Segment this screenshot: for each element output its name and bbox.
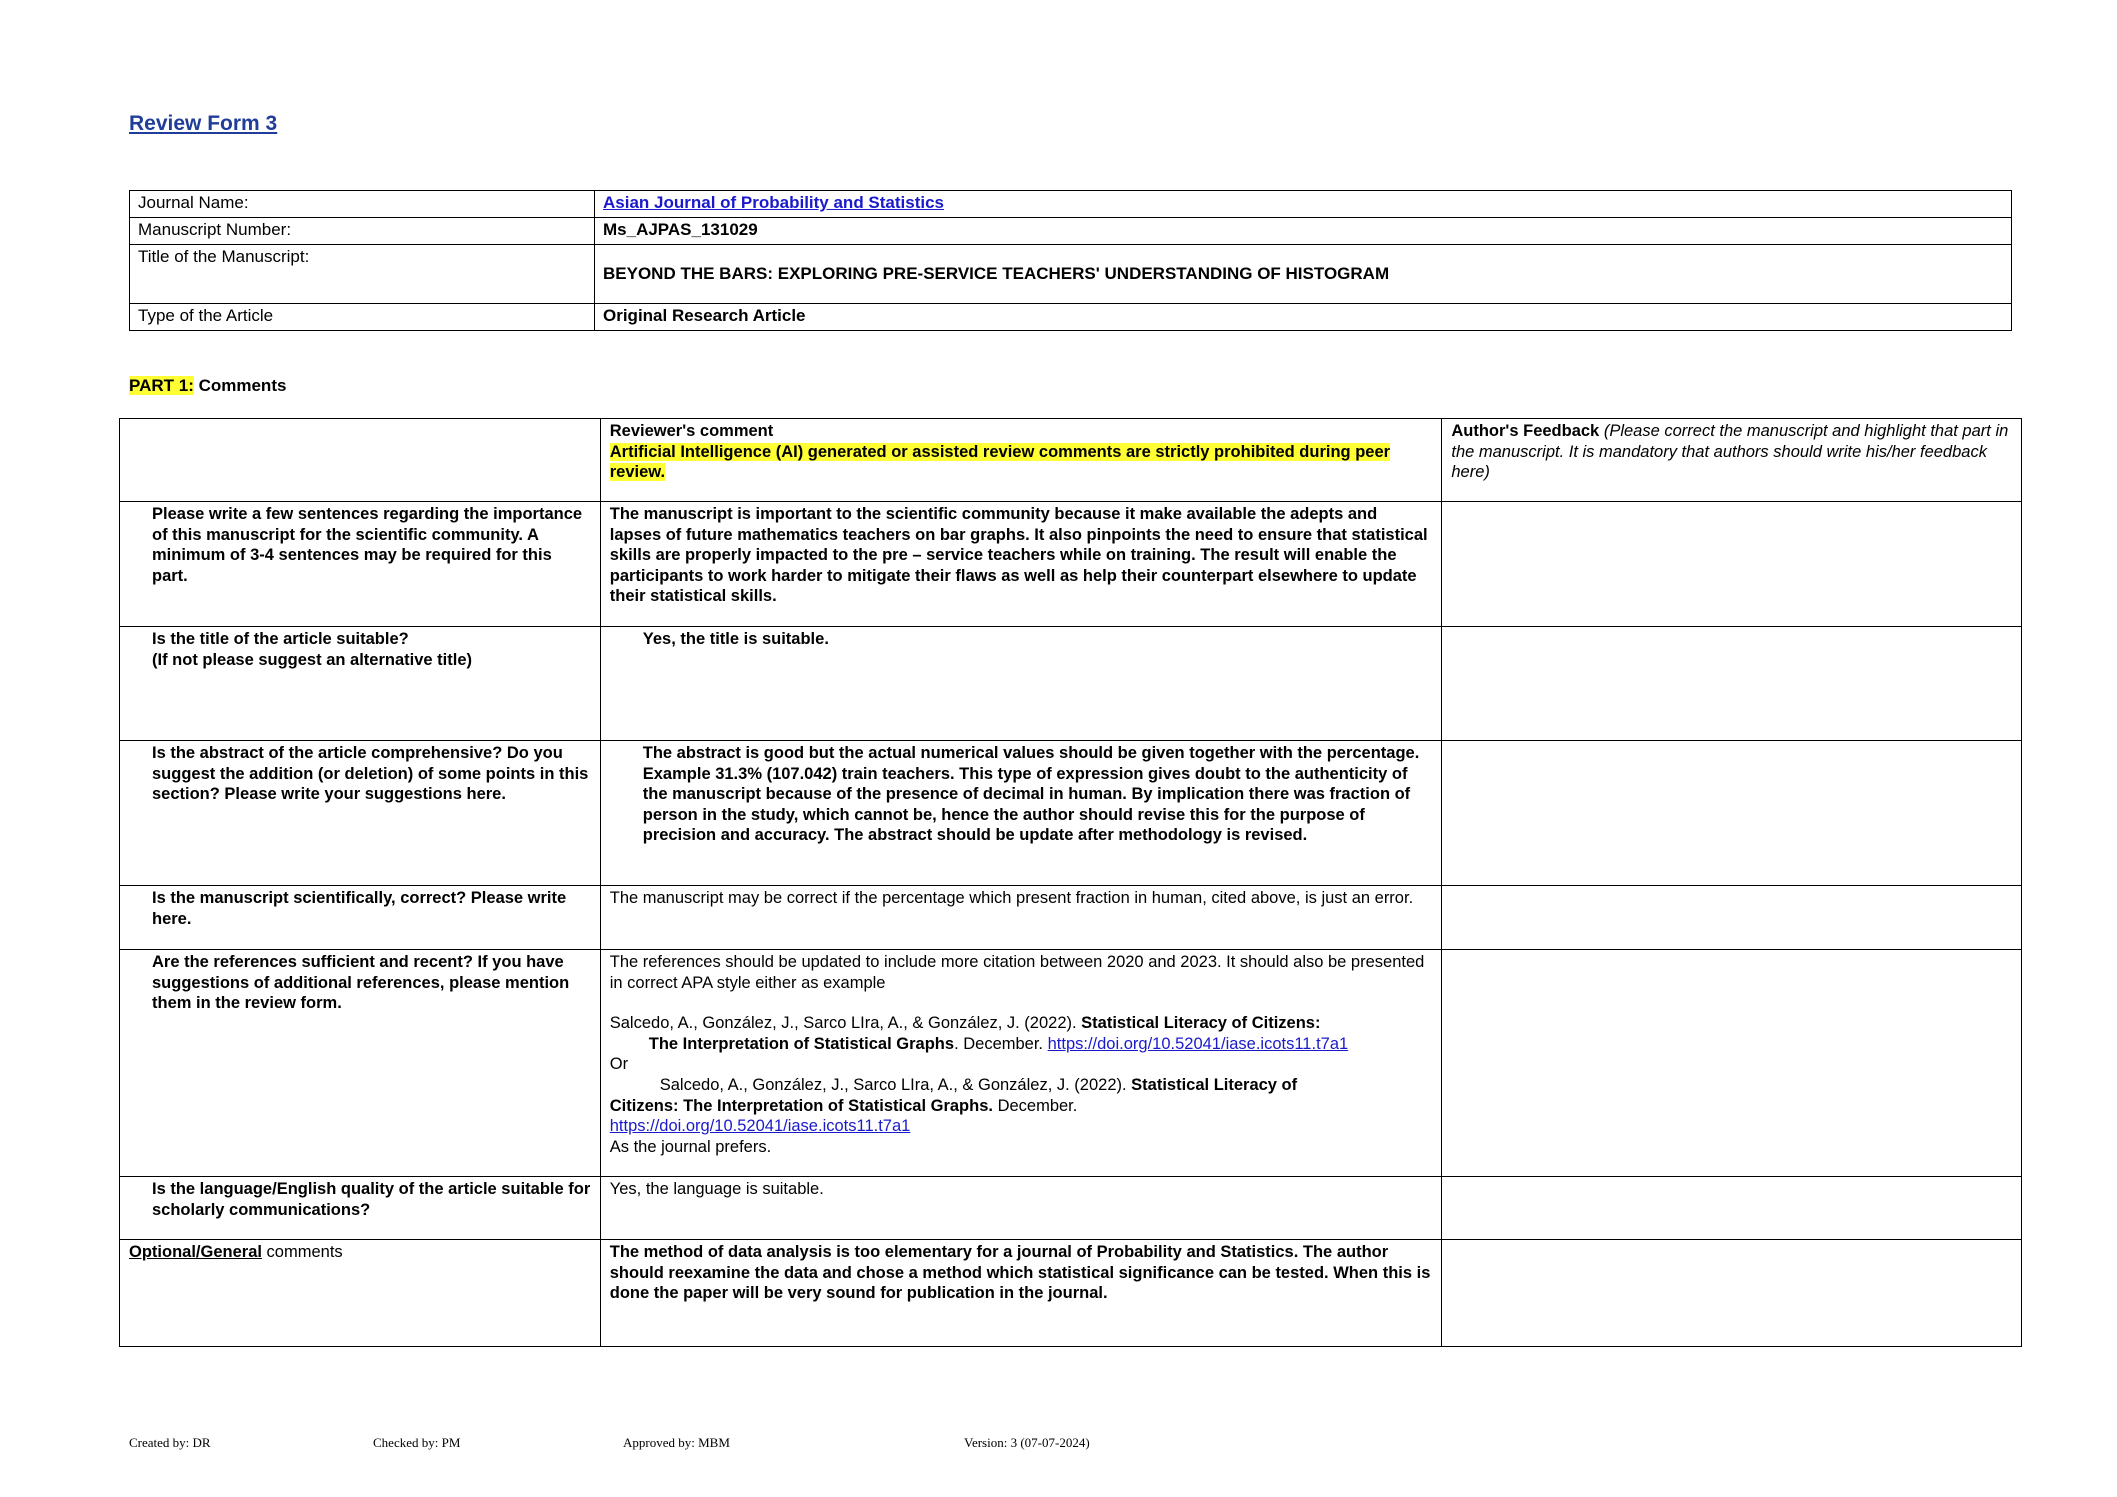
part-text: Comments (193, 376, 287, 395)
ref2-title-b: Citizens: The Interpretation of Statistical Graphs. (609, 1096, 993, 1115)
manuscript-title-label: Title of the Manuscript: (130, 245, 595, 304)
references-question: Are the references sufficient and recent? If you have suggestions of additional references, please mention them in the review form. (120, 950, 601, 1177)
references-intro: The references should be updated to include more citation between 2020 and 2023. It should also be presented in correct APA style either as example (609, 953, 1425, 992)
manuscript-title-value: BEYOND THE BARS: EXPLORING PRE-SERVICE TEACHERS' UNDERSTANDING OF HISTOGRAM (595, 245, 2012, 304)
comments-word: comments (261, 1243, 343, 1261)
ref1-title-a: Statistical Literacy of Citizens: (1081, 1014, 1321, 1033)
title-question-line1: Is the title of the article suitable? (152, 630, 409, 648)
manuscript-info-table (129, 190, 2012, 331)
footer-created: Created by: DR (129, 1435, 211, 1450)
ref1-authors: Salcedo, A., González, J., Sarco LIra, A., & González, J. (2022). (609, 1014, 1082, 1033)
language-question: Is the language/English quality of the article suitable for scholarly communications? (120, 1177, 601, 1240)
title-feedback[interactable] (1442, 627, 2022, 741)
ref1-title-b: The Interpretation of Statistical Graphs (648, 1034, 955, 1053)
manuscript-number-label: Manuscript Number: (130, 218, 595, 245)
optional-word: Optional (129, 1243, 196, 1261)
optional-comment: The method of data analysis is too elementary for a journal of Probability and Statistics. The author should reexamine the data and chose a method which statistical significance can be tested. When this is done the paper will be very sound for publication in the journal. (600, 1240, 1442, 1347)
ref1-doi-link[interactable]: https://doi.org/10.52041/iase.icots11.t7a1 (1047, 1034, 1349, 1053)
title-question-line2: (If not please suggest an alternative title) (152, 650, 472, 669)
language-feedback[interactable] (1442, 1177, 2022, 1240)
correctness-question: Is the manuscript scientifically, correct? Please write here. (120, 886, 601, 950)
ai-warning: Artificial Intelligence (AI) generated or assisted review comments are strictly prohibited during peer review. (609, 442, 1391, 482)
journal-name-label: Journal Name: (130, 191, 595, 218)
language-comment: Yes, the language is suitable. (600, 1177, 1442, 1240)
importance-comment: The manuscript is important to the scientific community because it make available the adepts and lapses of future mathematics teachers on bar graphs. It also pinpoints the need to ensure that statistical skills are properly impacted to the pre – service teachers while on training. The result will enable the participants to work harder to mitigate their flaws as well as help their counterpart elsewhere to update their statistical skills. (600, 502, 1442, 627)
importance-feedback[interactable] (1442, 502, 2022, 627)
author-feedback-title: Author's Feedback (1451, 422, 1600, 440)
reviewer-comment-title: Reviewer's comment (609, 422, 774, 440)
reviewer-header (600, 419, 1442, 502)
general-word: /General (195, 1243, 262, 1261)
ref2-doi-link[interactable]: https://doi.org/10.52041/iase.icots11.t7a1 (609, 1117, 911, 1136)
ref2-title-a: Statistical Literacy of (1131, 1075, 1298, 1094)
reference-closing: As the journal prefers. (609, 1137, 772, 1156)
manuscript-number-value: Ms_AJPAS_131029 (595, 218, 2012, 245)
footer-checked: Checked by: PM (373, 1435, 461, 1450)
reference-or: Or (609, 1055, 629, 1074)
ref1-tail: . December. (954, 1034, 1048, 1053)
comments-table (119, 418, 2022, 1347)
page-title: Review Form 3 (129, 112, 278, 135)
ref2-tail: December. (992, 1096, 1078, 1115)
journal-name-link[interactable]: Asian Journal of Probability and Statistics (603, 193, 945, 212)
abstract-feedback[interactable] (1442, 741, 2022, 886)
abstract-comment: The abstract is good but the actual numerical values should be given together with the percentage. Example 31.3% (107.042) train teachers. This type of expression gives doubt to the authenticity of the manuscript because of the presence of decimal in human. By implication there was fraction of person in the study, which cannot be, hence the author should revise this for the purpose of precision and accuracy. The abstract should be update after methodology is revised. (600, 741, 1442, 886)
footer-approved: Approved by: MBM (623, 1435, 730, 1450)
reference-example-1 (610, 1013, 1433, 1054)
title-comment: Yes, the title is suitable. (600, 627, 1442, 741)
references-feedback[interactable] (1442, 950, 2022, 1177)
footer-version: Version: 3 (07-07-2024) (964, 1435, 1090, 1450)
abstract-question: Is the abstract of the article comprehensive? Do you suggest the addition (or deletion) of some points in this section? Please write your suggestions here. (120, 741, 601, 886)
optional-comments-label (120, 1240, 601, 1347)
reference-example-2 (610, 1075, 1433, 1116)
header-empty-cell (120, 419, 601, 502)
author-feedback-note: (Please correct the manuscript and highlight that part in the manuscript. It is mandatory that authors should write his/her feedback here) (1451, 422, 2009, 482)
correctness-feedback[interactable] (1442, 886, 2022, 950)
correctness-comment: The manuscript may be correct if the percentage which present fraction in human, cited above, is just an error. (600, 886, 1442, 950)
ref2-authors: Salcedo, A., González, J., Sarco LIra, A., & González, J. (2022). (659, 1075, 1132, 1094)
author-feedback-header (1442, 419, 2022, 502)
article-type-label: Type of the Article (130, 304, 595, 331)
references-comment (600, 950, 1442, 1177)
part-heading (129, 376, 286, 396)
optional-feedback[interactable] (1442, 1240, 2022, 1347)
article-type-value: Original Research Article (595, 304, 2012, 331)
title-question (120, 627, 601, 741)
part-label: PART 1: (129, 376, 194, 395)
importance-question: Please write a few sentences regarding the importance of this manuscript for the scientific community. A minimum of 3-4 sentences may be required for this part. (120, 502, 601, 627)
